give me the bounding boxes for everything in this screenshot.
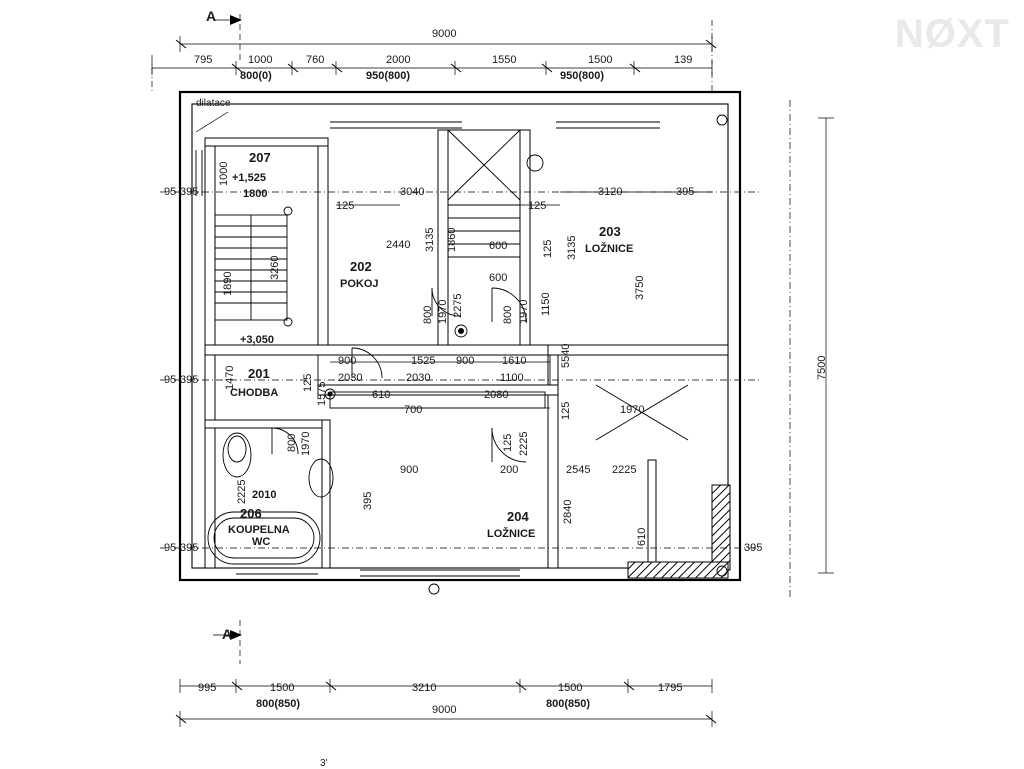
room-202-name: POKOJ — [340, 278, 379, 290]
dim-int-125-d: 125 — [542, 239, 554, 258]
dim-int-2080: 700 — [404, 404, 423, 416]
room-204-name: LOŽNICE — [487, 528, 536, 540]
dim-top-sub-2: 950(800) — [366, 70, 411, 82]
dim-left-1b: 395 — [180, 186, 199, 198]
dim-int-2225-b: 395 — [362, 491, 374, 510]
dim-int-600-b: 600 — [489, 272, 508, 284]
dim-int-1100: 125 — [302, 373, 314, 392]
dim-top-3: 760 — [306, 54, 325, 66]
section-mark-a-top: A — [206, 8, 217, 24]
dim-int-395: 610 — [636, 527, 648, 546]
section-mark-a-bottom: A — [222, 626, 233, 642]
dim-top-overall: 9000 — [432, 28, 457, 40]
dim-bottom-5: 1795 — [658, 682, 683, 694]
dim-top-sub-3: 950(800) — [560, 70, 605, 82]
hatched-beam — [628, 562, 728, 578]
dim-int-1890: 1890 — [222, 271, 234, 296]
dim-int-2225-c: 2840 — [562, 499, 574, 524]
dim-left-2b: 395 — [180, 374, 199, 386]
dim-bottom-1: 995 — [198, 682, 217, 694]
dim-int-1525: 900 — [456, 355, 475, 367]
dim-int-610: 125 — [560, 401, 572, 420]
dim-int-1970-a: 1970 — [437, 299, 449, 324]
dim-int-3040: 3040 — [400, 186, 425, 198]
bottom-tick-mark: 3' — [320, 758, 328, 769]
dim-int-125-a: 125 — [336, 200, 355, 212]
dim-int-2030-b: 1100 — [500, 372, 524, 384]
dim-bottom-sub-1: 800(850) — [256, 698, 301, 710]
dim-int-1000: 1000 — [218, 161, 230, 186]
dim-int-1610-a: 5540 — [560, 343, 572, 368]
dim-int-600-a: 600 — [489, 240, 508, 252]
room-206-width: 2010 — [252, 489, 277, 501]
dim-int-2440: 2440 — [386, 239, 411, 251]
dim-bottom-4: 1500 — [558, 682, 583, 694]
dim-int-125-c: 1970 — [620, 404, 645, 416]
hatched-column — [712, 485, 730, 570]
dim-int-3260: 3260 — [269, 255, 281, 280]
dim-top-5: 1550 — [492, 54, 517, 66]
dim-int-1470: 1470 — [224, 365, 236, 390]
dim-right-2: 395 — [744, 542, 763, 554]
dim-int-1340: 900 — [338, 355, 357, 367]
dim-int-900-b: 1610 — [502, 355, 527, 367]
dim-bottom-overall: 9000 — [432, 704, 457, 716]
dim-int-800-c: 125 — [502, 433, 514, 452]
dim-int-2275: 2275 — [452, 293, 464, 318]
dim-int-900-a: 1525 — [411, 355, 436, 367]
dim-int-1575: 610 — [372, 389, 391, 401]
dim-int-800-b: 800 — [502, 305, 514, 324]
dim-top-4: 2000 — [386, 54, 411, 66]
dim-top-2: 1000 — [248, 54, 273, 66]
dim-int-5540: 2030 — [338, 372, 363, 384]
dim-int-125-b: 125 — [528, 200, 547, 212]
dim-int-1970-c: 1970 — [300, 431, 312, 456]
room-207-level: +1,525 — [232, 172, 266, 184]
room-207-width: 1800 — [243, 188, 268, 200]
dim-int-2340: 900 — [400, 464, 419, 476]
dim-left-3b: 395 — [180, 542, 199, 554]
dim-bottom-2: 1500 — [270, 682, 295, 694]
dim-int-900-c: 200 — [500, 464, 519, 476]
room-201-level: +3,050 — [240, 334, 274, 346]
room-206-name-2: WC — [252, 536, 271, 548]
dim-left-1a: 95 — [164, 186, 177, 198]
dim-int-2225-a: 2225 — [236, 479, 248, 504]
room-206-number: 206 — [240, 506, 262, 521]
dim-int-3120: 3120 — [598, 186, 623, 198]
room-201-number: 201 — [248, 366, 270, 381]
dim-int-1310: 2080 — [484, 389, 509, 401]
dim-left-3a: 95 — [164, 542, 177, 554]
dim-int-700: 800 — [286, 433, 298, 452]
dim-right-overall: 7500 — [816, 355, 828, 380]
watermark — [895, 12, 1010, 57]
dim-int-1150: 1150 — [540, 292, 552, 316]
room-201-name: CHODBA — [230, 387, 279, 399]
dim-int-3135-b: 3135 — [566, 235, 578, 260]
dim-int-125-e: 1575 — [316, 381, 328, 406]
dim-top-7: 139 — [674, 54, 693, 66]
room-207-number: 207 — [249, 150, 271, 165]
watermark-text: NØXT — [894, 12, 1010, 56]
room-204-number: 204 — [507, 509, 529, 524]
dim-int-1860: 1860 — [446, 227, 458, 252]
dim-left-2a: 95 — [164, 374, 177, 386]
dim-int-2030-a: 2030 — [406, 372, 431, 384]
dim-int-3750: 3750 — [634, 275, 646, 300]
dim-bottom-3: 3210 — [412, 682, 437, 694]
room-202-number: 202 — [350, 259, 372, 274]
dim-right-1: 395 — [676, 186, 695, 198]
dim-bottom-sub-2: 800(850) — [546, 698, 591, 710]
dim-top-sub-1: 800(0) — [240, 70, 272, 82]
dim-int-2545: 2225 — [612, 464, 637, 476]
dim-int-1970-b: 1970 — [518, 299, 530, 324]
dim-top-1: 795 — [194, 54, 213, 66]
room-203-number: 203 — [599, 224, 621, 239]
room-206-name-1: KOUPELNA — [228, 524, 290, 536]
dim-int-200: 2545 — [566, 464, 591, 476]
dim-int-3135-a: 3135 — [424, 227, 436, 252]
dim-top-6: 1500 — [588, 54, 613, 66]
label-dilatace: dilatace — [196, 98, 231, 109]
room-203-name: LOŽNICE — [585, 243, 634, 255]
dim-int-800-a: 800 — [422, 305, 434, 324]
dim-int-1970-d: 2225 — [518, 431, 530, 456]
